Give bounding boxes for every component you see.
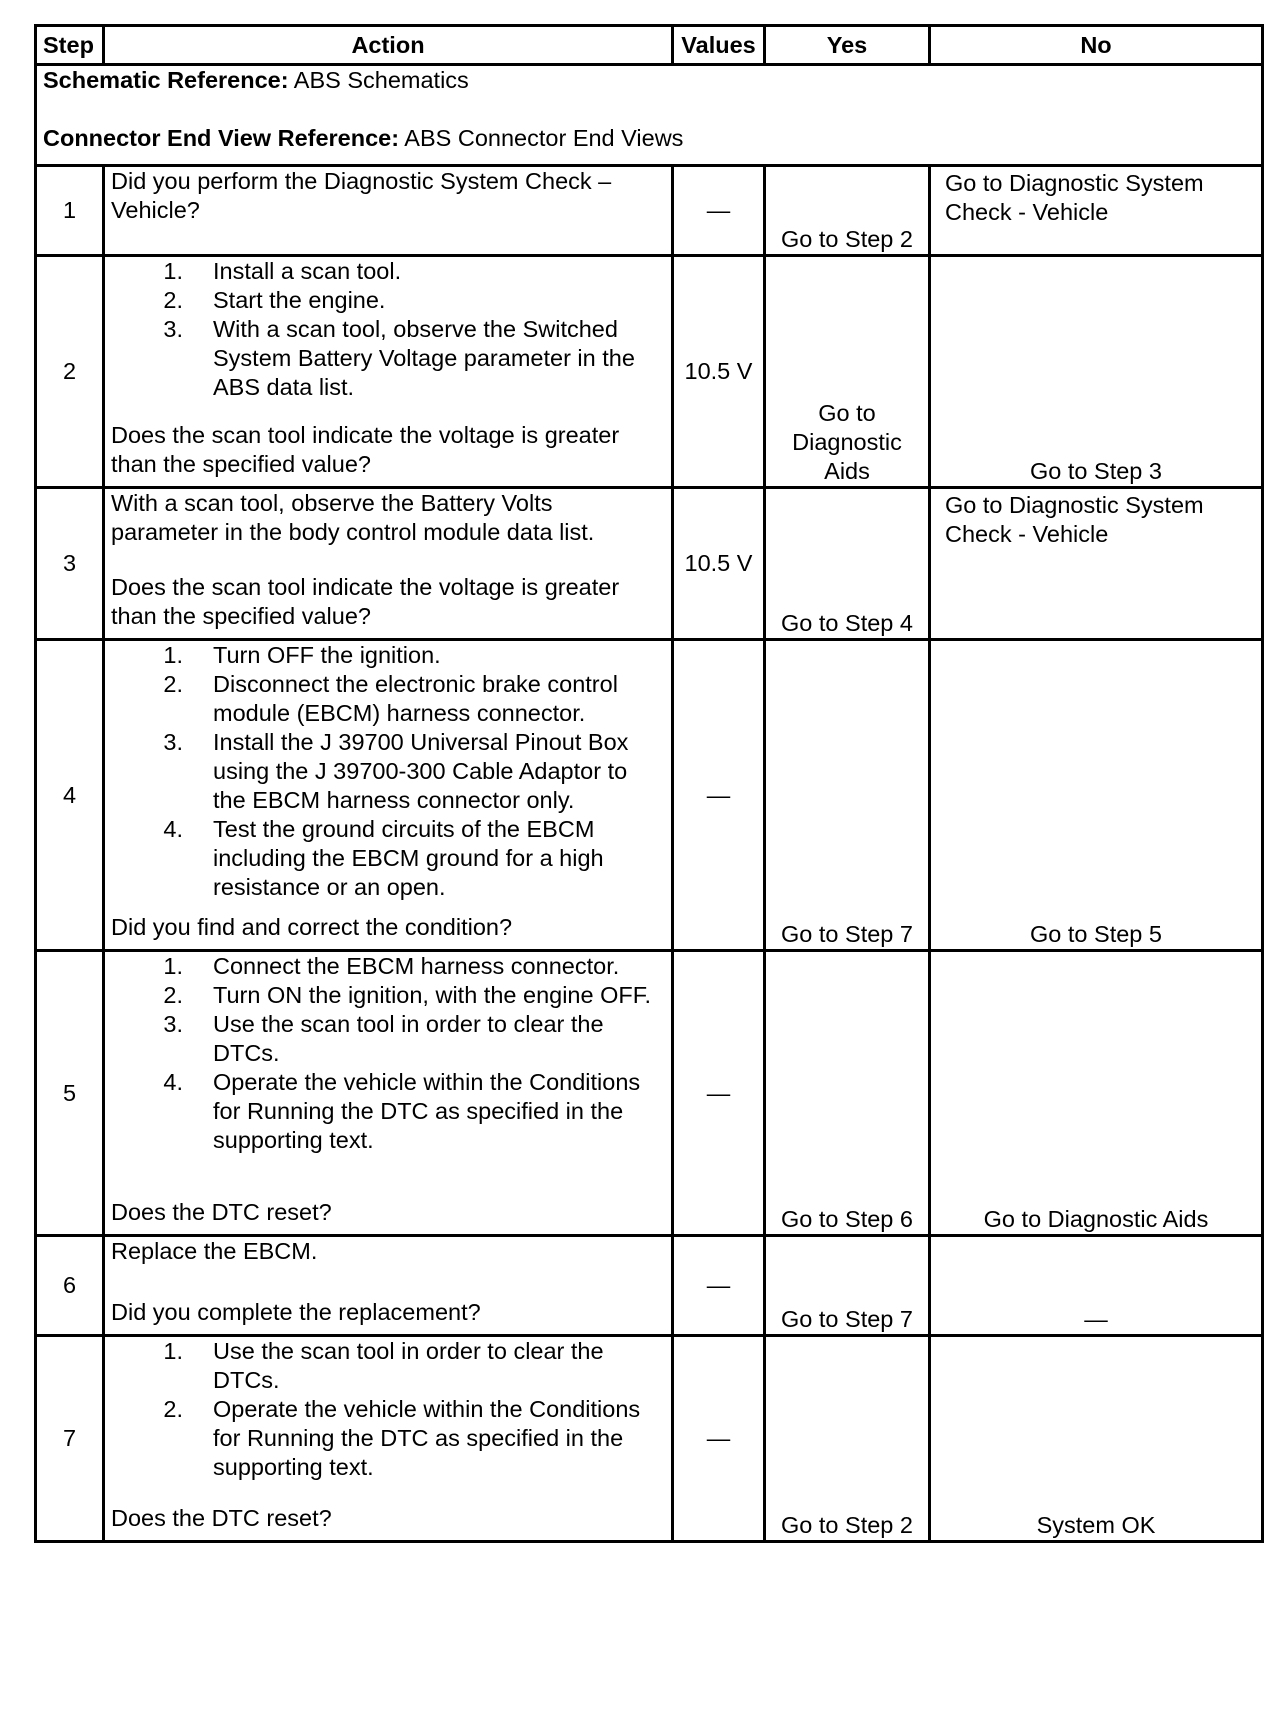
action-step-text: Install a scan tool. [213,258,402,284]
no-action-link[interactable]: Go to Diagnostic System Check - Vehicle [930,166,1263,256]
action-step-number: 1. [163,642,183,668]
action-step-item [111,670,665,728]
step-row-2 [36,256,1263,488]
header-step: Step [36,26,104,65]
action-steps-list [111,1337,665,1482]
value-cell: — [673,1236,765,1336]
schematic-reference [43,66,1255,95]
action-step-number: 2. [163,671,183,697]
value-cell: 10.5 V [673,488,765,640]
action-steps-list [111,952,665,1155]
step-number: 6 [36,1236,104,1336]
action-step-text: Disconnect the electronic brake control module (EBCM) harness connector. [213,671,618,726]
step-number: 3 [36,488,104,640]
step-row-5 [36,951,1263,1236]
value-cell: 10.5 V [673,256,765,488]
action-question: Does the scan tool indicate the voltage is greater than the specified value? [111,574,620,629]
action-step-item [111,257,665,286]
connector-reference [43,124,1255,153]
yes-action-link[interactable]: Go to Step 4 [765,488,930,640]
action-step-text: Install the J 39700 Universal Pinout Box using the J 39700-300 Cable Adaptor to the EBCM harness connector only. [213,729,629,813]
action-step-number: 4. [163,816,183,842]
diagnostic-table-sheet [34,24,1261,1543]
step-row-3 [36,488,1263,640]
action-step-item [111,286,665,315]
step-row-7 [36,1336,1263,1542]
step-rows [36,166,1263,1542]
connector-reference-label: Connector End View Reference: [43,125,400,151]
diagnostic-table [34,24,1264,1543]
action-question: Does the DTC reset? [111,1505,332,1531]
header-action: Action [104,26,673,65]
action-cell [104,1336,673,1542]
action-step-number: 1. [163,258,183,284]
no-action-link[interactable]: Go to Diagnostic Aids [930,951,1263,1236]
no-action-link[interactable]: System OK [930,1336,1263,1542]
step-number: 7 [36,1336,104,1542]
action-text: With a scan tool, observe the Battery Volts parameter in the body control module data list. [111,490,595,545]
step-number: 4 [36,640,104,951]
action-step-item [111,1337,665,1395]
action-step-item [111,1395,665,1482]
action-step-item [111,815,665,902]
action-step-number: 3. [163,1011,183,1037]
action-cell [104,256,673,488]
yes-action-link[interactable]: Go to Step 6 [765,951,930,1236]
yes-action-link[interactable]: Go to Diagnostic Aids [765,256,930,488]
yes-action-link[interactable]: Go to Step 7 [765,640,930,951]
action-cell [104,488,673,640]
action-step-number: 4. [163,1069,183,1095]
step-number: 2 [36,256,104,488]
value-cell: — [673,951,765,1236]
yes-action-link[interactable]: Go to Step 2 [765,1336,930,1542]
action-step-text: Start the engine. [213,287,386,313]
reference-row [36,65,1263,166]
step-number: 5 [36,951,104,1236]
action-cell [104,166,673,256]
action-step-text: With a scan tool, observe the Switched System Battery Voltage parameter in the ABS data list. [213,316,635,400]
action-step-text: Operate the vehicle within the Conditions for Running the DTC as specified in the supporting text. [213,1396,641,1480]
action-step-number: 3. [163,729,183,755]
step-number: 1 [36,166,104,256]
action-cell [104,1236,673,1336]
action-step-number: 2. [163,982,183,1008]
action-cell [104,951,673,1236]
schematic-reference-link[interactable]: ABS Schematics [288,67,469,93]
action-step-text: Operate the vehicle within the Conditions for Running the DTC as specified in the supporting text. [213,1069,641,1153]
header-yes: Yes [765,26,930,65]
step-row-6 [36,1236,1263,1336]
value-cell: — [673,640,765,951]
action-step-text: Use the scan tool in order to clear the DTCs. [213,1011,604,1066]
action-question: Does the DTC reset? [111,1199,332,1225]
header-row [36,26,1263,65]
action-step-number: 2. [163,1396,183,1422]
action-step-item [111,641,665,670]
action-step-number: 1. [163,1338,183,1364]
step-row-4 [36,640,1263,951]
yes-action-link[interactable]: Go to Step 2 [765,166,930,256]
action-text: Replace the EBCM. [111,1238,318,1264]
action-cell [104,640,673,951]
action-step-item [111,1010,665,1068]
header-no: No [930,26,1263,65]
no-action-link: — [930,1236,1263,1336]
action-step-item [111,952,665,981]
action-text: Did you perform the Diagnostic System Check – Vehicle? [111,168,612,223]
no-action-link[interactable]: Go to Step 3 [930,256,1263,488]
action-step-text: Use the scan tool in order to clear the DTCs. [213,1338,604,1393]
action-step-text: Turn OFF the ignition. [213,642,441,668]
action-step-item [111,981,665,1010]
action-question: Did you find and correct the condition? [111,914,513,940]
action-steps-list [111,641,665,902]
action-steps-list [111,257,665,402]
action-question: Did you complete the replacement? [111,1299,481,1325]
action-step-number: 3. [163,316,183,342]
value-cell: — [673,166,765,256]
connector-reference-link[interactable]: ABS Connector End Views [399,125,684,151]
no-action-link[interactable]: Go to Step 5 [930,640,1263,951]
action-step-item [111,1068,665,1155]
yes-action-link[interactable]: Go to Step 7 [765,1236,930,1336]
action-step-item [111,315,665,402]
header-values: Values [673,26,765,65]
step-row-1 [36,166,1263,256]
schematic-reference-label: Schematic Reference: [43,67,289,93]
action-step-text: Connect the EBCM harness connector. [213,953,620,979]
action-step-text: Turn ON the ignition, with the engine OFF. [213,982,652,1008]
action-step-text: Test the ground circuits of the EBCM including the EBCM ground for a high resistance or an open. [213,816,604,900]
value-cell: — [673,1336,765,1542]
reference-cell [36,65,1263,166]
no-action-link[interactable]: Go to Diagnostic System Check - Vehicle [930,488,1263,640]
action-step-number: 1. [163,953,183,979]
action-step-number: 2. [163,287,183,313]
action-step-item [111,728,665,815]
action-question: Does the scan tool indicate the voltage is greater than the specified value? [111,422,620,477]
